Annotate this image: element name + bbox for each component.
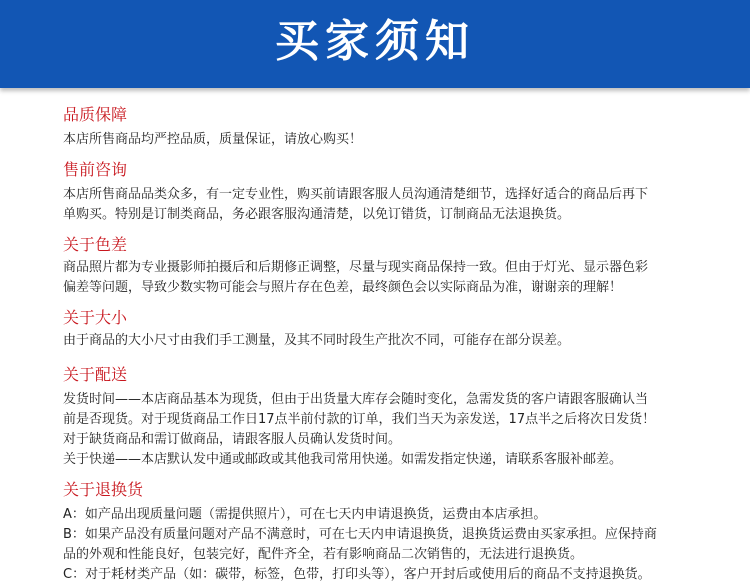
- section-returns: [63, 479, 703, 585]
- section-title-delivery: 关于配送: [63, 365, 128, 384]
- section-text: 发货时间——本店商品基本为现货，但由于出货量大库存会随时变化，急需发货的客户请跟客服确认当: [63, 392, 649, 407]
- section-title-quality: 品质保障: [63, 105, 128, 124]
- section-text: 前是否现货。对于现货商品工作日17点半前付款的订单，我们当天为亲发送，17点半之后将次日发货！: [63, 412, 656, 427]
- section-presale: [63, 159, 703, 225]
- section-text: B：如果产品没有质量问题对产品不满意时，可在七天内申请退换货，退换货运费由买家承担。应保持商: [63, 527, 657, 542]
- header-banner: [0, 0, 750, 88]
- section-delivery: [63, 364, 703, 470]
- section-text: 由于商品的大小尺寸由我们手工测量，及其不同时段生产批次不同，可能存在部分误差。: [63, 333, 571, 348]
- section-title-presale: 售前咨询: [63, 160, 128, 179]
- section-text: 商品照片都为专业摄影师拍摄后和后期修正调整，尽量与现实商品保持一致。但由于灯光、显示器色彩: [63, 260, 649, 275]
- section-title-size: 关于大小: [63, 308, 128, 327]
- section-color: [63, 234, 703, 298]
- section-title-returns: 关于退换货: [63, 480, 144, 499]
- section-text: 偏差等问题，导致少数实物可能会与照片存在色差，最终颜色会以实际商品为准，谢谢亲的理解！: [63, 280, 623, 295]
- section-text: 本店所售商品品类众多，有一定专业性，购买前请跟客服人员沟通清楚细节，选择好适合的商品后再下: [63, 187, 649, 202]
- section-size: [63, 307, 703, 351]
- section-text: 对于缺货商品和需订做商品，请跟客服人员确认发货时间。: [63, 432, 402, 447]
- section-text: 品的外观和性能良好，包装完好，配件齐全，若有影响商品二次销售的，无法进行退换货。: [63, 547, 584, 562]
- page-title: 买家须知: [275, 16, 475, 67]
- section-text: C：对于耗材类产品（如：碳带，标签，色带，打印头等），客户开封后或使用后的商品不支持退换货。: [63, 567, 651, 582]
- section-text: A：如产品出现质量问题（需提供照片），可在七天内申请退换货，运费由本店承担。: [63, 507, 547, 522]
- section-text: 单购买。特别是订制类商品，务必跟客服沟通清楚，以免订错货，订制商品无法退换货。: [63, 207, 571, 222]
- section-text: 关于快递——本店默认发中通或邮政或其他我司常用快递。如需发指定快递，请联系客服补邮差。: [63, 452, 623, 467]
- section-quality: [63, 104, 703, 150]
- section-text: 本店所售商品均严控品质，质量保证，请放心购买！: [63, 132, 363, 147]
- section-title-color: 关于色差: [63, 235, 128, 254]
